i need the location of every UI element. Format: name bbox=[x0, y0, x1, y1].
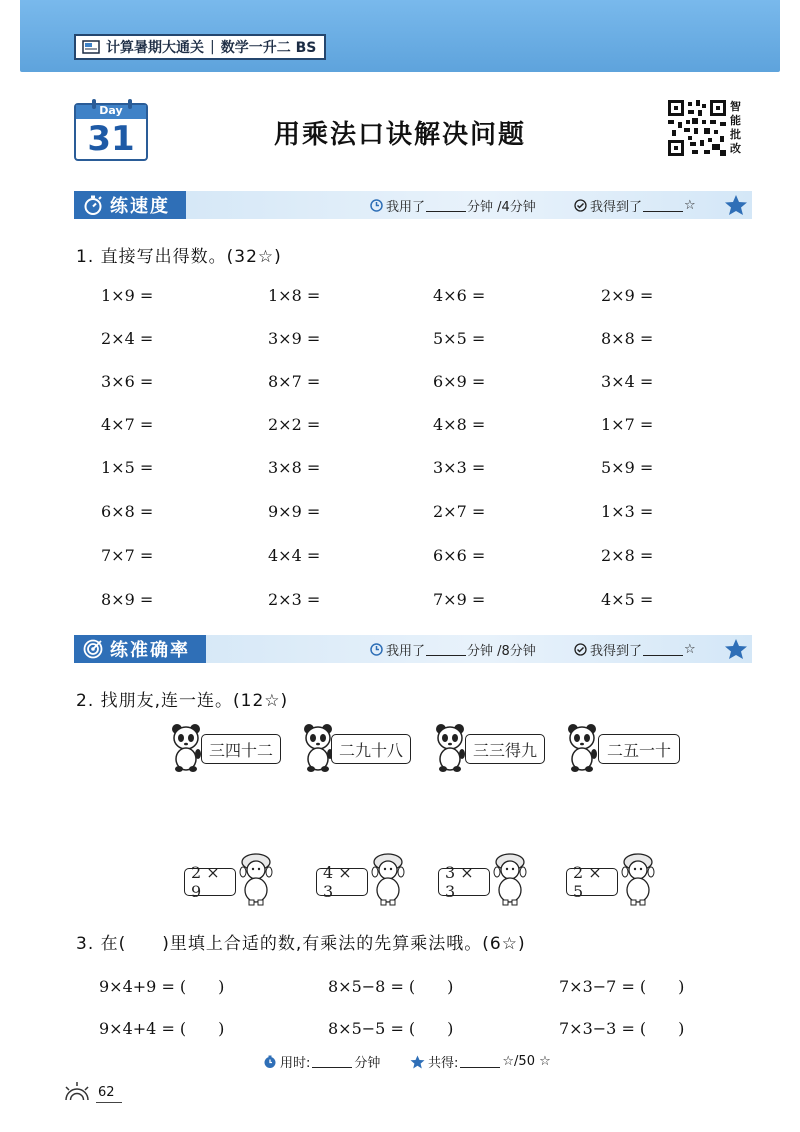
sheep-icon bbox=[370, 852, 406, 906]
expression-card[interactable]: 4 × 3 bbox=[316, 868, 368, 896]
section-speed-title: 练速度 bbox=[74, 191, 186, 219]
fill-problem[interactable]: 7×3−7 = ( ) bbox=[559, 977, 685, 996]
problem: 6×8 = bbox=[101, 502, 154, 521]
time-blank[interactable] bbox=[426, 200, 466, 212]
footer-time: 用时: 分钟 bbox=[263, 1052, 380, 1071]
clock-icon bbox=[370, 199, 383, 212]
time-used: 我用了 分钟 /4分钟 bbox=[370, 196, 536, 215]
target-icon bbox=[82, 638, 104, 660]
rhyme-card[interactable]: 三三得九 bbox=[465, 734, 545, 764]
problem: 5×5 = bbox=[433, 329, 486, 348]
panda-icon bbox=[566, 722, 598, 772]
problem: 1×5 = bbox=[101, 458, 154, 477]
stopwatch-icon bbox=[82, 194, 104, 216]
page-title: 用乘法口诀解决问题 bbox=[273, 120, 526, 150]
question-3-prompt: 3. 在( )里填上合适的数,有乘法的先算乘法哦。(6☆) bbox=[76, 934, 526, 954]
section-accuracy-bar bbox=[74, 635, 752, 663]
score-blank[interactable] bbox=[643, 200, 683, 212]
separator: | bbox=[210, 39, 215, 55]
problem: 4×6 = bbox=[433, 286, 486, 305]
qr-code-icon[interactable] bbox=[668, 100, 726, 156]
problem: 6×6 = bbox=[433, 546, 486, 565]
check-circle-icon bbox=[574, 643, 587, 656]
expression-card[interactable]: 2 × 5 bbox=[566, 868, 618, 896]
panda-icon bbox=[434, 722, 466, 772]
expression-card[interactable]: 2 × 9 bbox=[184, 868, 236, 896]
fill-problem[interactable]: 8×5−8 = ( ) bbox=[328, 977, 454, 996]
sheep-icon bbox=[620, 852, 656, 906]
timer-icon bbox=[263, 1055, 277, 1069]
series-name: 计算暑期大通关 bbox=[106, 40, 204, 56]
problem: 4×8 = bbox=[433, 415, 486, 434]
section-speed-bar bbox=[74, 191, 752, 219]
problem: 4×7 = bbox=[101, 415, 154, 434]
expression-card[interactable]: 3 × 3 bbox=[438, 868, 490, 896]
panda-icon bbox=[170, 722, 202, 772]
time-used: 我用了 分钟 /8分钟 bbox=[370, 640, 536, 659]
problem: 1×7 = bbox=[601, 415, 654, 434]
rhyme-card[interactable]: 二五一十 bbox=[598, 734, 680, 764]
footer-total: 共得: ☆/50 ☆ bbox=[410, 1052, 551, 1071]
problem: 4×4 = bbox=[268, 546, 321, 565]
question-2-prompt: 2. 找朋友,连一连。(12☆) bbox=[76, 691, 289, 711]
problem: 7×7 = bbox=[101, 546, 154, 565]
section-accuracy-title: 练准确率 bbox=[74, 635, 206, 663]
rhyme-card[interactable]: 三四十二 bbox=[201, 734, 281, 764]
page-number-underline bbox=[96, 1102, 122, 1103]
rhyme-card[interactable]: 二九十八 bbox=[331, 734, 411, 764]
clock-icon bbox=[370, 643, 383, 656]
time-blank[interactable] bbox=[426, 644, 466, 656]
day-calendar bbox=[74, 103, 148, 161]
problem: 3×9 = bbox=[268, 329, 321, 348]
fill-problem[interactable]: 9×4+9 = ( ) bbox=[99, 977, 225, 996]
problem: 3×8 = bbox=[268, 458, 321, 477]
problem: 5×9 = bbox=[601, 458, 654, 477]
score-earned: 我得到了 ☆ bbox=[574, 640, 696, 659]
day-label: Day bbox=[99, 104, 123, 117]
fill-problem[interactable]: 8×5−5 = ( ) bbox=[328, 1019, 454, 1038]
sun-icon bbox=[62, 1080, 92, 1104]
panda-icon bbox=[302, 722, 334, 772]
problem: 8×7 = bbox=[268, 372, 321, 391]
problem: 2×3 = bbox=[268, 590, 321, 609]
star-badge-icon bbox=[724, 638, 748, 660]
fill-problem[interactable]: 9×4+4 = ( ) bbox=[99, 1019, 225, 1038]
problem: 7×9 = bbox=[433, 590, 486, 609]
score-blank[interactable] bbox=[643, 644, 683, 656]
check-circle-icon bbox=[574, 199, 587, 212]
day-number: 31 bbox=[87, 119, 135, 159]
problem: 2×7 = bbox=[433, 502, 486, 521]
problem: 1×8 = bbox=[268, 286, 321, 305]
problem: 2×4 = bbox=[101, 329, 154, 348]
score-earned: 我得到了 ☆ bbox=[574, 196, 696, 215]
star-icon bbox=[410, 1055, 425, 1069]
book-icon bbox=[82, 40, 100, 54]
problem: 3×4 = bbox=[601, 372, 654, 391]
problem: 1×3 = bbox=[601, 502, 654, 521]
problem: 8×9 = bbox=[101, 590, 154, 609]
sheep-icon bbox=[238, 852, 274, 906]
star-badge-icon bbox=[724, 194, 748, 216]
fill-problem[interactable]: 7×3−3 = ( ) bbox=[559, 1019, 685, 1038]
problem: 2×2 = bbox=[268, 415, 321, 434]
page-number: 62 bbox=[98, 1085, 115, 1100]
sheep-icon bbox=[492, 852, 528, 906]
problem: 3×6 = bbox=[101, 372, 154, 391]
subject-name: 数学一升二 BS bbox=[220, 40, 317, 56]
problem: 2×9 = bbox=[601, 286, 654, 305]
problem: 4×5 = bbox=[601, 590, 654, 609]
footer-total-blank[interactable] bbox=[460, 1056, 500, 1068]
problem: 3×3 = bbox=[433, 458, 486, 477]
problem: 9×9 = bbox=[268, 502, 321, 521]
problem: 6×9 = bbox=[433, 372, 486, 391]
problem: 1×9 = bbox=[101, 286, 154, 305]
question-1-prompt: 1. 直接写出得数。(32☆) bbox=[76, 247, 282, 267]
qr-side-text: 智 能 批 改 bbox=[730, 100, 741, 155]
footer-time-blank[interactable] bbox=[312, 1056, 352, 1068]
series-tag bbox=[74, 34, 326, 60]
problem: 2×8 = bbox=[601, 546, 654, 565]
problem: 8×8 = bbox=[601, 329, 654, 348]
